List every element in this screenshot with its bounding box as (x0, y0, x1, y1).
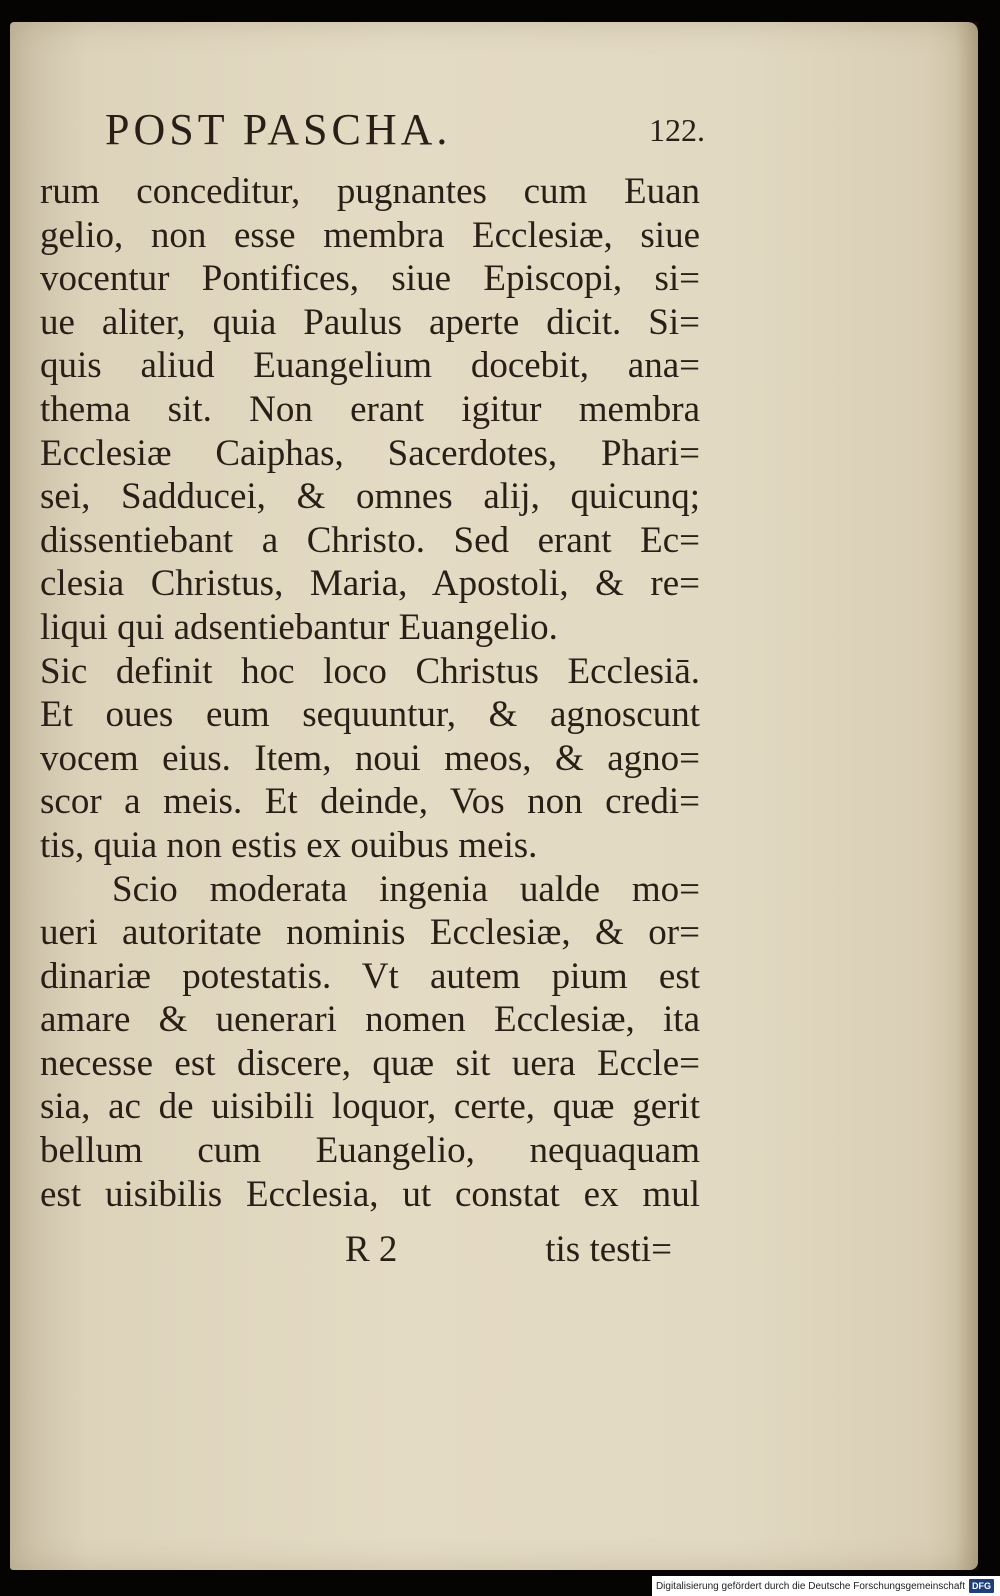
page-header (105, 104, 705, 164)
text-line: ueri autoritate nominis Ecclesiæ, & or= (40, 912, 700, 954)
text-line: Scio moderata ingenia ualde mo= (112, 868, 700, 910)
text-line: tis, quia non estis ex ouibus meis. (40, 824, 538, 866)
text-line: liqui qui adsentiebantur Euangelio. (40, 606, 558, 648)
text-line: quis aliud Euangelium docebit, ana= (40, 345, 700, 387)
text-line: est uisibilis Ecclesia, ut constat ex mul (40, 1173, 700, 1215)
text-line: vocentur Pontifices, siue Episcopi, si= (40, 258, 700, 300)
text-line: ue aliter, quia Paulus aperte dicit. Si= (40, 301, 700, 343)
running-head: POST PASCHA. (105, 105, 452, 154)
text-line: scor a meis. Et deinde, Vos non credi= (40, 781, 700, 823)
text-line: Ecclesiæ Caiphas, Sacerdotes, Phari= (40, 432, 700, 474)
text-line: dissentiebant a Christo. Sed erant Ec= (40, 519, 700, 561)
text-line: thema sit. Non erant igitur membra (40, 388, 700, 430)
text-line: dinariæ potestatis. Vt autem pium est (40, 955, 700, 997)
body-text (40, 170, 700, 1216)
text-line: Et oues eum sequuntur, & agnoscunt (40, 694, 700, 736)
text-line: rum conceditur, pugnantes cum Euan (40, 171, 700, 212)
text-line: necesse est discere, quæ sit uera Eccle= (40, 1042, 700, 1084)
text-line: clesia Christus, Maria, Apostoli, & re= (40, 563, 700, 605)
text-line: Sic definit hoc loco Christus Ecclesiā. (40, 650, 700, 692)
book-page (10, 22, 978, 1570)
funding-note: Digitalisierung gefördert durch die Deutsche Forschungsgemeinschaft (655, 1580, 965, 1592)
text-line: vocem eius. Item, noui meos, & agno= (40, 737, 700, 779)
page-footer (40, 1228, 700, 1272)
text-line: amare & uenerari nomen Ecclesiæ, ita (40, 999, 700, 1041)
text-line: gelio, non esse membra Ecclesiæ, siue (40, 214, 700, 256)
dfg-logo: DFG (969, 1579, 994, 1593)
signature-mark: R 2 (345, 1229, 398, 1270)
text-line: sia, ac de uisibili loquor, certe, quæ gerit (40, 1086, 700, 1128)
text-line: bellum cum Euangelio, nequaquam (40, 1130, 700, 1172)
catchword: tis testi= (545, 1229, 672, 1270)
text-line: sei, Sadducei, & omnes alij, quicunq; (40, 476, 700, 518)
page-number: 122. (649, 112, 705, 148)
funding-credit (652, 1576, 1000, 1596)
